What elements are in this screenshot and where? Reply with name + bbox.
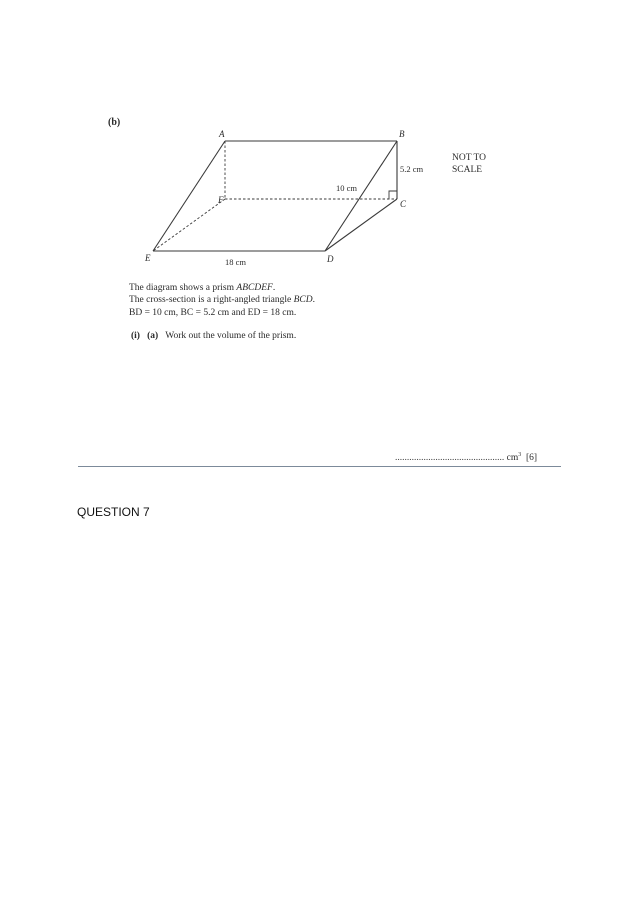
vertex-label-f: F — [218, 195, 224, 205]
task-number-a: (a) — [147, 331, 159, 341]
question-line-1: The diagram shows a prism ABCDEF. — [129, 283, 276, 293]
answer-line[interactable] — [395, 452, 537, 463]
vertex-label-d: D — [327, 254, 334, 264]
task-number-i: (i) — [131, 331, 140, 341]
dimension-ed: 18 cm — [225, 257, 247, 267]
vertex-label-b: B — [399, 129, 405, 139]
answer-dots[interactable]: .............................................. — [395, 453, 505, 464]
marks: [6] — [525, 453, 538, 464]
edge-ae — [153, 141, 225, 251]
task-instruction — [131, 331, 296, 341]
edge-bd — [325, 141, 397, 251]
vertex-label-c: C — [400, 199, 407, 209]
note-line-1: NOT TO — [452, 153, 487, 163]
dimension-bd: 10 cm — [336, 183, 358, 193]
vertex-label-a: A — [219, 129, 225, 139]
question-heading: QUESTION 7 — [77, 505, 150, 519]
not-to-scale-note — [452, 152, 486, 176]
question-line-2: The cross-section is a right-angled triangle BCD. — [129, 295, 315, 306]
answer-unit: $cm^3$ — [506, 452, 522, 464]
question-text — [129, 282, 315, 319]
task-text: Work out the volume of the prism. — [165, 331, 297, 341]
question-line-3: BD = 10 cm, BC = 5.2 cm and ED = 18 cm. — [129, 307, 297, 318]
edge-cd — [325, 199, 397, 251]
dimension-bc: 5.2 cm — [400, 164, 424, 174]
hidden-edge-fe — [153, 199, 225, 251]
vertex-label-e: E — [145, 253, 151, 263]
divider — [78, 466, 561, 467]
note-line-2: SCALE — [452, 165, 483, 175]
prism-diagram — [0, 0, 638, 300]
part-label: (b) — [108, 117, 121, 128]
right-angle-mark — [389, 191, 397, 199]
